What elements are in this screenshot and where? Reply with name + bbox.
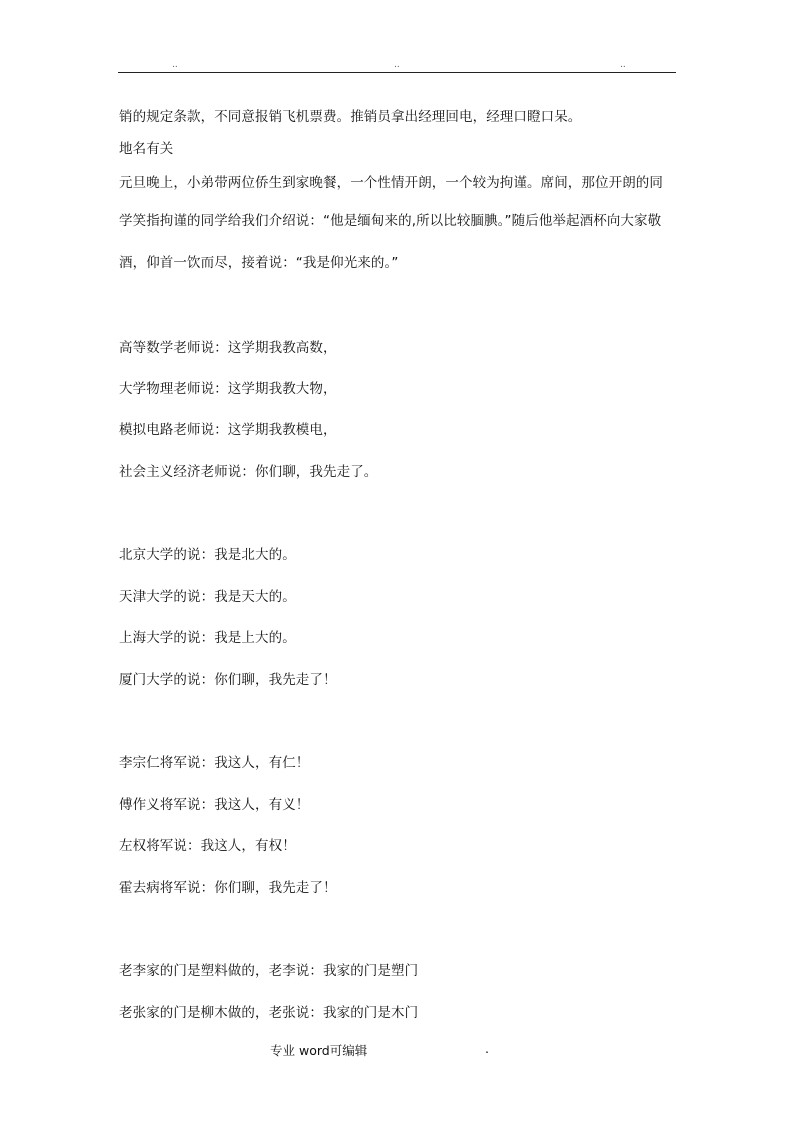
joke-line: 厦门大学的说：你们聊，我先走了！: [119, 672, 337, 688]
joke-line: 左权将军说：我这人，有权！: [119, 838, 296, 854]
joke-line: 模拟电路老师说：这学期我教模电，: [119, 422, 337, 438]
joke-line: 霍去病将军说：你们聊，我先走了！: [119, 880, 337, 896]
header-divider: [118, 72, 676, 73]
joke-line: 大学物理老师说：这学期我教大物，: [119, 381, 337, 397]
joke-line: 北京大学的说：我是北大的。: [119, 547, 296, 563]
joke-line: 李宗仁将军说：我这人，有仁！: [119, 755, 310, 771]
header-mark-left: ..: [172, 60, 178, 70]
paragraph-line: 酒，仰首一饮而尽，接着说：“我是仰光来的。”: [119, 255, 399, 271]
footer-label: 专业 word可编辑: [270, 1043, 368, 1058]
header-mark-center: ..: [394, 60, 400, 70]
joke-line: 天津大学的说：我是天大的。: [119, 589, 296, 605]
joke-line: 社会主义经济老师说：你们聊，我先走了。: [119, 464, 378, 480]
section-heading: 地名有关: [119, 141, 174, 157]
joke-line: 上海大学的说：我是上大的。: [119, 630, 296, 646]
joke-line: 老李家的门是塑料做的，老李说：我家的门是塑门: [119, 963, 419, 979]
header-mark-right: ..: [620, 60, 626, 70]
footer-mark: .: [485, 1041, 489, 1056]
paragraph-line: 学笑指拘谨的同学给我们介绍说：“他是缅甸来的,所以比较腼腆。”随后他举起酒杯向大家敬: [119, 213, 662, 229]
paragraph-line: 销的规定条款，不同意报销飞机票费。推销员拿出经理回电，经理口瞪口呆。: [119, 109, 582, 125]
joke-line: 高等数学老师说：这学期我教高数，: [119, 340, 337, 356]
joke-line: 老张家的门是柳木做的，老张说：我家的门是木门: [119, 1005, 419, 1021]
joke-line: 傅作义将军说：我这人，有义！: [119, 797, 310, 813]
paragraph-line: 元旦晚上，小弟带两位侨生到家晚餐，一个性情开朗，一个较为拘谨。席间，那位开朗的同: [119, 175, 663, 191]
